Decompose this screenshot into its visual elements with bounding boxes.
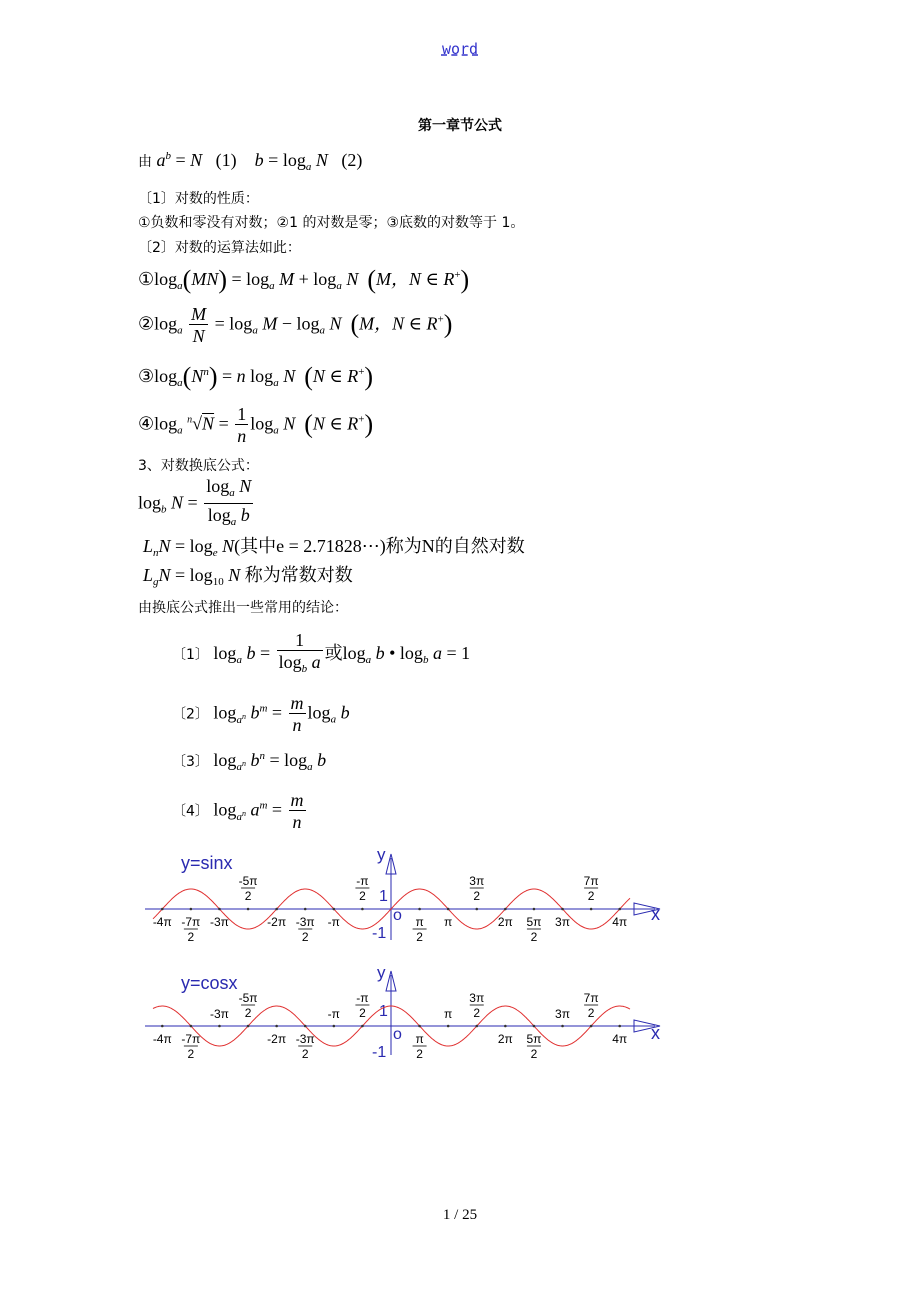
cos-tick-label: 4π xyxy=(612,1032,628,1046)
sin-axis-y-label: y xyxy=(377,845,386,864)
natural-log-text: (其中e = 2.71828⋯)称为N的自然对数 xyxy=(234,536,525,556)
conclusion-3-label: 〔3〕 xyxy=(172,754,209,770)
rule-3-formula: $③\log_a(N^n) = n$ $\log_a N$ (N ∈ R+) xyxy=(138,362,374,391)
natural-log-formula: $L_nN = \log_e N$(其中e = 2.71828⋯)称为N的自然对数 xyxy=(143,536,525,559)
sin-tick-label: -3π xyxy=(209,915,229,929)
section-conclusions-heading: 由换底公式推出一些常用的结论： xyxy=(138,600,348,616)
sin-graph-label: y=sinx xyxy=(181,853,233,873)
conclusion-2-formula: 〔2〕 $\log_{a^n} b^m$ = $\frac{m}{n}$ $\log_a b$ xyxy=(172,693,350,735)
sin-tick-label: 2π xyxy=(497,915,513,929)
common-log-text: 称为常数对数 xyxy=(244,565,353,585)
cos-tick-label-denominator: 2 xyxy=(416,1047,423,1061)
sin-tick-label: π xyxy=(415,915,424,929)
cos-tick-dot xyxy=(361,1025,364,1028)
sin-tick-dot xyxy=(475,908,478,911)
sin-tick-dot xyxy=(504,908,507,911)
cos-tick-label: 7π xyxy=(583,991,599,1005)
cos-tick-label: 5π xyxy=(526,1032,542,1046)
sin-tick-label: 3π xyxy=(469,874,485,888)
cos-tick-label: -4π xyxy=(152,1032,172,1046)
rule-2-mark: ② xyxy=(138,313,155,334)
rule-4-formula: $④\log_a$ $^n$√N = $\frac{1}{n}$ $\log_a N$ (N ∈ R+) xyxy=(138,404,374,446)
cos-tick-label: -3π xyxy=(295,1032,315,1046)
sin-tick-dot xyxy=(161,908,164,911)
cos-tick-dot xyxy=(504,1025,507,1028)
cos-neg-one-label: -1 xyxy=(372,1044,387,1061)
sin-tick-label: 7π xyxy=(583,874,599,888)
sin-tick-dot xyxy=(618,908,621,911)
cos-axis-y-label: y xyxy=(377,963,386,982)
common-log-formula: $L_gN = \log_{10} N$ 称为常数对数 xyxy=(143,565,353,588)
cos-tick-dot xyxy=(475,1025,478,1028)
section-properties-body: ①负数和零没有对数；②1 的对数是零；③底数的对数等于 1。 xyxy=(138,215,525,231)
cos-tick-dot xyxy=(218,1025,221,1028)
cos-tick-dot xyxy=(561,1025,564,1028)
cos-axis-x-label: x xyxy=(651,1023,660,1043)
cos-tick-label-denominator: 2 xyxy=(301,1047,309,1061)
sin-neg-one-label: -1 xyxy=(372,925,387,942)
sin-tick-label: π xyxy=(444,915,453,929)
cos-tick-label: 2π xyxy=(497,1032,513,1046)
cos-tick-label-denominator: 2 xyxy=(530,1047,538,1061)
conclusion-1-formula: 〔1〕 $\log_a b$ = $\frac{1}{\log_b a}$ 或$\log_a b$ • $\log_b a = 1$ xyxy=(172,630,470,680)
rule-3-mark: ③ xyxy=(138,366,155,386)
sin-tick-label-denominator: 2 xyxy=(244,889,252,903)
sin-tick-label: 3π xyxy=(555,915,571,929)
cos-tick-dot xyxy=(418,1025,421,1028)
sin-graph xyxy=(145,845,660,944)
sin-tick-dot xyxy=(333,908,336,911)
sin-tick-label: 5π xyxy=(526,915,542,929)
sin-tick-label-denominator: 2 xyxy=(530,930,538,944)
rule-1-condition: M，N ∈ R xyxy=(376,269,455,289)
cos-one-label: 1 xyxy=(379,1003,388,1020)
conclusion-4-formula: 〔4〕 $\log_{a^n} a^m$ = $\frac{m}{n}$ xyxy=(172,790,304,832)
header-word-link[interactable]: word xyxy=(441,40,479,58)
sin-tick-dot xyxy=(304,908,307,911)
sin-tick-label: -2π xyxy=(267,915,287,929)
cos-origin-label: o xyxy=(393,1026,402,1043)
cos-tick-label: π xyxy=(444,1007,453,1021)
rule-2-condition: M，N ∈ R xyxy=(359,313,438,334)
rule-1-formula: $①\log_a(MN) = \log_a M + \log_a N$ (M，N ∈ R+) xyxy=(138,265,470,294)
cos-tick-dot xyxy=(190,1025,193,1028)
cos-tick-label: -π xyxy=(356,991,369,1005)
sin-tick-label: -5π xyxy=(238,874,258,888)
cos-tick-label: π xyxy=(415,1032,424,1046)
cos-tick-label-denominator: 2 xyxy=(187,1047,195,1061)
cos-tick-label: -π xyxy=(327,1007,340,1021)
section-change-base-heading: 3、对数换底公式： xyxy=(138,458,259,474)
conclusion-2-label: 〔2〕 xyxy=(172,706,209,723)
sin-tick-label-denominator: 2 xyxy=(416,930,423,944)
rule-2-formula: $②\log_a$ $\frac{M}{N}$ = $\log_a M - \log_a N$ (M，N ∈ R+) xyxy=(138,304,453,346)
sin-tick-dot xyxy=(590,908,593,911)
sin-tick-label-denominator: 2 xyxy=(187,930,195,944)
sin-tick-dot xyxy=(561,908,564,911)
page-title: 第一章节公式 xyxy=(418,118,502,134)
rule-4-mark: ④ xyxy=(138,413,155,434)
sin-tick-dot xyxy=(190,908,193,911)
sin-tick-dot xyxy=(275,908,278,911)
sin-tick-dot xyxy=(218,908,221,911)
cos-tick-label: -5π xyxy=(238,991,258,1005)
section-properties-heading: 〔1〕对数的性质： xyxy=(138,191,259,207)
conclusion-1-label: 〔1〕 xyxy=(172,647,209,664)
conclusion-4-label: 〔4〕 xyxy=(172,803,209,820)
eq2-tag: (2) xyxy=(341,150,363,170)
conclusion-3-formula: 〔3〕 $\log_{a^n} b^n = \log_a b$ xyxy=(172,750,327,773)
cos-tick-label: -3π xyxy=(209,1007,229,1021)
rule-3-condition: N ∈ R xyxy=(312,366,359,386)
sin-tick-dot xyxy=(447,908,450,911)
page-header xyxy=(0,40,920,58)
definition-formula: 由 $a^b = N$ (1) $b = \log_a N$ (2) xyxy=(138,150,363,173)
rule-4-condition: N ∈ R xyxy=(312,413,359,434)
page-number: 1 / 25 xyxy=(442,1207,478,1223)
sin-tick-label: -π xyxy=(327,915,340,929)
sin-tick-dot xyxy=(418,908,421,911)
cos-tick-dot xyxy=(333,1025,336,1028)
cos-tick-label: 3π xyxy=(469,991,485,1005)
cos-tick-label-denominator: 2 xyxy=(244,1006,252,1020)
sin-tick-label-denominator: 2 xyxy=(587,889,595,903)
cos-graph xyxy=(145,963,660,1061)
sin-tick-label: -π xyxy=(356,874,369,888)
sin-origin-label: o xyxy=(393,907,402,924)
sin-tick-dot xyxy=(247,908,250,911)
change-of-base-formula: $\log_b N$ = $\frac{\log_a N}{\log_a b}$ xyxy=(138,476,255,533)
sin-tick-label-denominator: 2 xyxy=(301,930,309,944)
sin-one-label: 1 xyxy=(379,888,388,905)
conclusion-1-or: 或 xyxy=(324,643,343,664)
trig-graphs xyxy=(0,840,920,1080)
cos-tick-dot xyxy=(161,1025,164,1028)
cos-tick-label-denominator: 2 xyxy=(359,1006,366,1020)
cos-tick-dot xyxy=(304,1025,307,1028)
sin-tick-dot xyxy=(361,908,364,911)
sin-tick-dot xyxy=(533,908,536,911)
sin-tick-label: -4π xyxy=(152,915,172,929)
cos-tick-dot xyxy=(618,1025,621,1028)
sin-tick-label: -3π xyxy=(295,915,315,929)
cos-tick-dot xyxy=(447,1025,450,1028)
cos-tick-dot xyxy=(533,1025,536,1028)
sin-tick-label: -7π xyxy=(181,915,201,929)
cos-tick-label-denominator: 2 xyxy=(473,1006,481,1020)
sin-tick-label: 4π xyxy=(612,915,628,929)
cos-tick-dot xyxy=(590,1025,593,1028)
sin-tick-label-denominator: 2 xyxy=(473,889,481,903)
def-prefix: 由 xyxy=(138,154,152,170)
sin-tick-label-denominator: 2 xyxy=(359,889,366,903)
section-rules-heading: 〔2〕对数的运算法如此： xyxy=(138,240,301,256)
rule-1-mark: ① xyxy=(138,269,155,289)
cos-tick-dot xyxy=(247,1025,250,1028)
cos-tick-label: -7π xyxy=(181,1032,201,1046)
cos-tick-label: -2π xyxy=(267,1032,287,1046)
cos-tick-label: 3π xyxy=(555,1007,571,1021)
cos-tick-label-denominator: 2 xyxy=(587,1006,595,1020)
sin-axis-x-label: x xyxy=(651,904,660,924)
cos-graph-label: y=cosx xyxy=(181,973,238,993)
eq1-tag: (1) xyxy=(215,150,237,170)
cos-tick-dot xyxy=(275,1025,278,1028)
